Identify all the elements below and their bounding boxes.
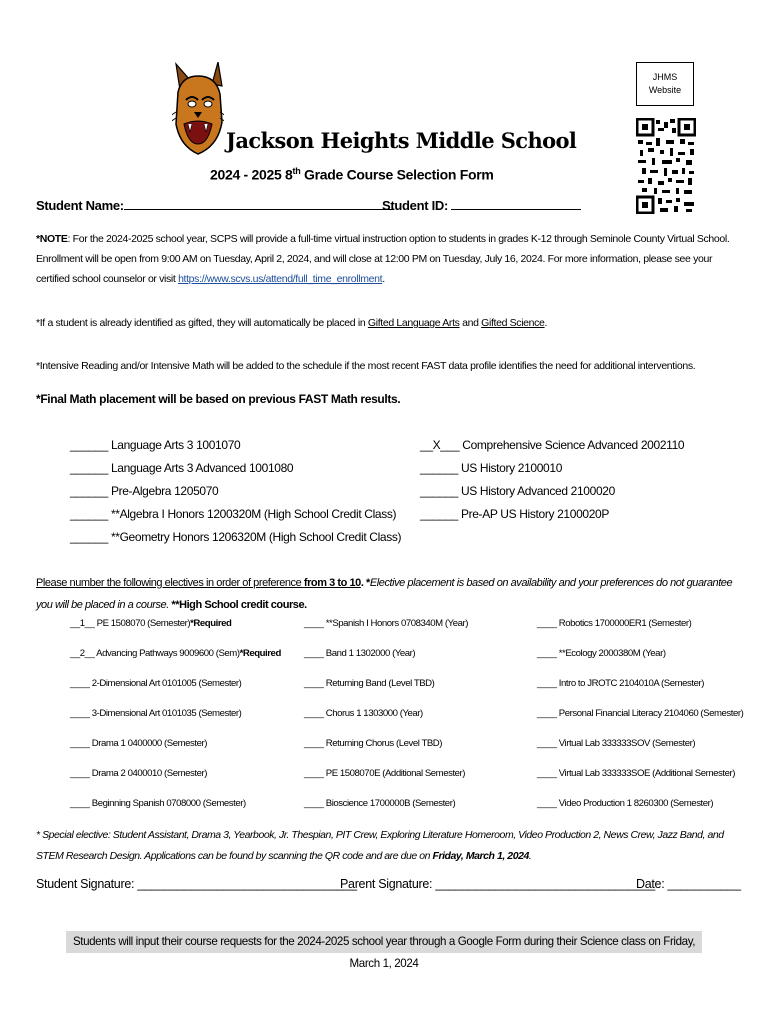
intensive-note: *Intensive Reading and/or Intensive Math will be added to the schedule if the most recent FAST data profile identifies the need for additional interventions. (36, 360, 696, 372)
elective-item (304, 768, 468, 798)
jhms-website-box (636, 62, 694, 106)
elective-rank[interactable]: ____ (537, 618, 557, 629)
special-end: . (528, 850, 532, 862)
elective-item (537, 708, 743, 738)
elective-rank[interactable]: ____ (537, 738, 557, 749)
elective-rank[interactable]: ____ (304, 678, 324, 689)
course-row (70, 457, 401, 480)
electives-intro-text: Please number the following electives in order of preference (36, 577, 304, 589)
elective-label: Virtual Lab 333333SOE (Additional Semester) (558, 768, 735, 779)
elective-item (304, 708, 468, 738)
elective-item (537, 738, 743, 768)
elective-item (70, 648, 281, 678)
elective-item (537, 648, 743, 678)
course-mark[interactable]: __X___ (420, 438, 460, 452)
qr-code[interactable] (636, 118, 696, 214)
elective-rank[interactable]: ____ (304, 708, 324, 719)
note-text: : For the 2024-2025 school year, SCPS will provide a full-time virtual instruction option to students in grades K-12 through Seminole County Virtual School. Enrollment will be open from 9:00 AM on Tuesday, April 2, 2024, and will close at 12:00 PM on Tuesday, July 16, 2024. For more information, please see your certified school counselor or visit (36, 233, 730, 285)
form-title-post: Grade Course Selection Form (300, 166, 494, 183)
elective-rank[interactable]: ____ (537, 648, 557, 659)
elective-rank[interactable]: ____ (304, 738, 324, 749)
course-mark[interactable]: ______ (70, 507, 108, 521)
elective-label: Returning Chorus (Level TBD) (325, 738, 443, 749)
elective-item (304, 618, 468, 648)
elective-item (304, 798, 468, 828)
elective-rank[interactable]: ____ (537, 678, 557, 689)
note-label: *NOTE (36, 233, 68, 245)
student-name-label: Student Name: (36, 198, 124, 213)
course-row (70, 480, 401, 503)
elective-label: Bioscience 1700000B (Semester) (325, 798, 456, 809)
elective-rank[interactable]: __2__ (70, 648, 95, 659)
course-mark[interactable]: ______ (420, 461, 458, 475)
elective-label: Video Production 1 8260300 (Semester) (558, 798, 714, 809)
elective-rank[interactable]: ____ (304, 768, 324, 779)
course-row (420, 457, 684, 480)
student-id-field[interactable] (382, 198, 581, 213)
elective-item (70, 798, 281, 828)
elective-item (304, 678, 468, 708)
elective-label: Returning Band (Level TBD) (325, 678, 435, 689)
course-row (70, 526, 401, 549)
bobcat-mascot-logo (172, 62, 224, 158)
electives-dot: . * (360, 577, 370, 589)
course-mark[interactable]: ______ (420, 484, 458, 498)
gifted-text: *If a student is already identified as gifted, they will automatically be placed in (36, 317, 368, 329)
elective-rank[interactable]: ____ (70, 798, 90, 809)
course-label: Language Arts 3 1001070 (110, 438, 241, 452)
elective-label: Intro to JROTC 2104010A (Semester) (558, 678, 704, 689)
google-form-banner: Students will input their course requests for the 2024-2025 school year through a Google Form during their Science class on Friday, March 1, 2024 (66, 931, 702, 953)
gifted-language-arts: Gifted Language Arts (367, 317, 460, 329)
course-mark[interactable]: ______ (420, 507, 458, 521)
electives-col1 (70, 618, 281, 828)
elective-rank[interactable]: __1__ (70, 618, 95, 629)
form-title (210, 166, 494, 183)
course-mark[interactable]: ______ (70, 484, 108, 498)
website-label: Website (648, 85, 682, 95)
elective-rank[interactable]: ____ (70, 708, 90, 719)
student-id-line[interactable] (451, 199, 581, 210)
course-label: US History Advanced 2100020 (460, 484, 615, 498)
elective-item (537, 798, 743, 828)
scvs-link[interactable]: https://www.scvs.us/attend/full_time_enrollment (178, 273, 383, 285)
elective-label: Advancing Pathways 9009600 (Sem) (96, 648, 240, 659)
gifted-note (36, 313, 740, 333)
course-row (420, 480, 684, 503)
elective-label: Chorus 1 1303000 (Year) (325, 708, 423, 719)
course-label: Pre-AP US History 2100020P (460, 507, 610, 521)
elective-label: PE 1508070 (Semester) (96, 618, 191, 629)
elective-rank[interactable]: ____ (537, 768, 557, 779)
math-note: *Final Math placement will be based on previous FAST Math results. (36, 392, 401, 406)
student-id-label: Student ID: (382, 198, 449, 213)
required-label: *Required (190, 618, 232, 629)
elective-label: PE 1508070E (Additional Semester) (325, 768, 466, 779)
course-label: Language Arts 3 Advanced 1001080 (110, 461, 294, 475)
core-courses-left (70, 434, 401, 549)
elective-item (304, 738, 468, 768)
electives-intro (36, 572, 740, 616)
course-label: US History 2100010 (460, 461, 563, 475)
elective-label: Drama 2 0400010 (Semester) (91, 768, 207, 779)
elective-label: Personal Financial Literacy 2104060 (Semester) (558, 708, 744, 719)
special-elective-text: * Special elective: Student Assistant, Drama 3, Yearbook, Jr. Thespian, PIT Crew, Exploring Literature Homeroom, Video Production 2, News Crew, Jazz Band, and STEM Research Design. Applications can be found by scanning the QR code and are due on (36, 829, 724, 862)
electives-col2 (304, 618, 468, 828)
date-field[interactable]: Date: ___________ (636, 877, 741, 891)
course-row (70, 434, 401, 457)
hs-credit-note: **High School credit course. (168, 599, 307, 611)
elective-label: Beginning Spanish 0708000 (Semester) (91, 798, 246, 809)
elective-rank[interactable]: ____ (70, 678, 90, 689)
elective-label: **Spanish I Honors 0708340M (Year) (325, 618, 468, 629)
course-row (420, 434, 684, 457)
elective-rank[interactable]: ____ (304, 648, 324, 659)
core-courses-right (420, 434, 684, 526)
note-end: . (382, 273, 385, 285)
elective-placement-note: Elective placement is based on availability and your preferences do not guarantee you will be placed in a course. (36, 577, 733, 611)
parent-signature-field[interactable]: Parent Signature: _________________________________ (340, 877, 655, 891)
course-row (70, 503, 401, 526)
form-title-pre: 2024 - 2025 8 (210, 166, 293, 183)
student-name-line[interactable] (124, 199, 394, 210)
elective-rank[interactable]: ____ (70, 738, 90, 749)
elective-item (70, 708, 281, 738)
elective-item (537, 678, 743, 708)
elective-item (537, 618, 743, 648)
gifted-end: . (544, 317, 548, 329)
elective-rank[interactable]: ____ (70, 768, 90, 779)
course-label: **Algebra I Honors 1200320M (High School Credit Class) (110, 507, 397, 521)
elective-label: Drama 1 0400000 (Semester) (91, 738, 207, 749)
elective-label: Band 1 1302000 (Year) (325, 648, 416, 659)
course-label: Comprehensive Science Advanced 2002110 (462, 438, 685, 452)
course-label: **Geometry Honors 1206320M (High School Credit Class) (110, 530, 402, 544)
electives-range: from 3 to 10 (303, 577, 361, 589)
jhms-label: JHMS (652, 72, 678, 82)
gifted-mid: and (459, 317, 482, 329)
special-elective-note (36, 825, 736, 867)
student-signature-field[interactable]: Student Signature: _________________________________ (36, 877, 357, 891)
school-name: Jackson Heights Middle School (226, 128, 577, 153)
elective-label: Virtual Lab 333333SOV (Semester) (558, 738, 696, 749)
elective-item (304, 648, 468, 678)
form-title-sup: th (292, 166, 301, 176)
gifted-science: Gifted Science (481, 317, 545, 329)
elective-item (70, 678, 281, 708)
elective-label: Robotics 1700000ER1 (Semester) (558, 618, 692, 629)
elective-item (537, 768, 743, 798)
course-mark[interactable]: ______ (70, 530, 108, 544)
course-mark[interactable]: ______ (70, 438, 108, 452)
elective-item (70, 768, 281, 798)
required-label: *Required (239, 648, 281, 659)
elective-rank[interactable]: ____ (537, 708, 557, 719)
student-name-field[interactable] (36, 198, 394, 213)
elective-rank[interactable]: ____ (304, 618, 324, 629)
elective-item (70, 618, 281, 648)
course-row (420, 503, 684, 526)
course-mark[interactable]: ______ (70, 461, 108, 475)
elective-rank[interactable]: ____ (304, 798, 324, 809)
elective-item (70, 738, 281, 768)
virtual-note (36, 229, 740, 289)
elective-label: **Ecology 2000380M (Year) (558, 648, 666, 659)
course-label: Pre-Algebra 1205070 (110, 484, 219, 498)
elective-label: 2-Dimensional Art 0101005 (Semester) (91, 678, 242, 689)
electives-col3 (537, 618, 743, 828)
elective-rank[interactable]: ____ (537, 798, 557, 809)
elective-label: 3-Dimensional Art 0101035 (Semester) (91, 708, 242, 719)
special-elective-date: Friday, March 1, 2024 (432, 850, 529, 862)
